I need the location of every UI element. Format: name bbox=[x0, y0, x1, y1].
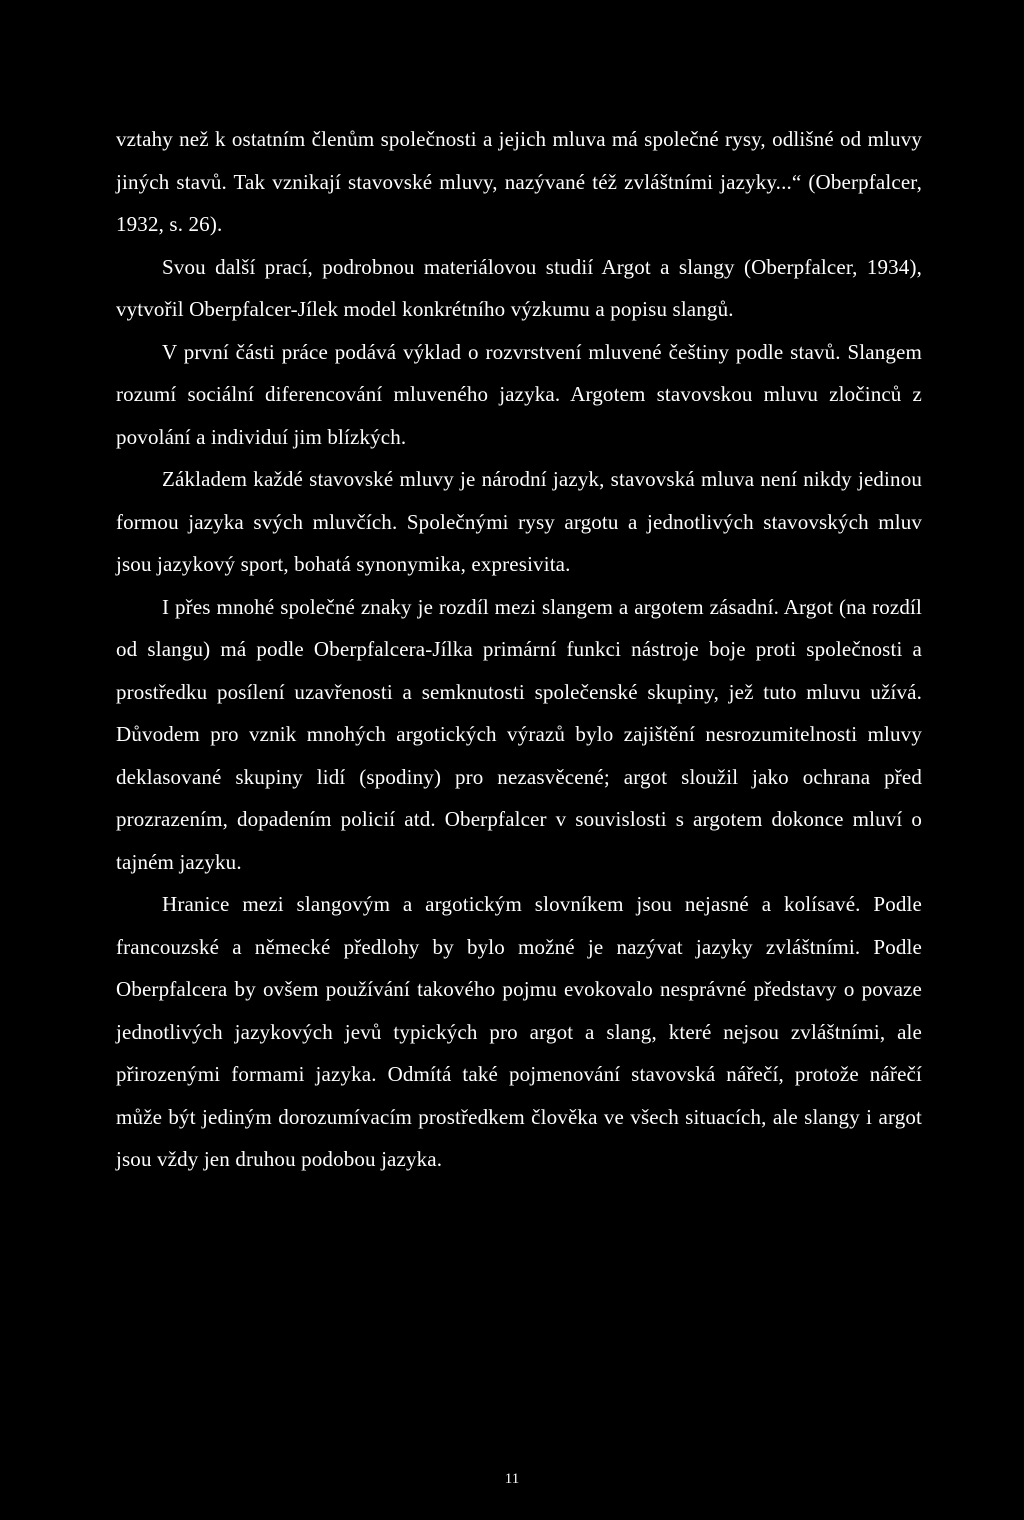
body-text bbox=[116, 118, 922, 1181]
paragraph-rozdil: I přes mnohé společné znaky je rozdíl mezi slangem a argotem zásadní. Argot (na rozdíl od slangu) má podle Oberpfalcera-Jílka primární funkci nástroje boje proti společnosti a prostředku posílení uzavřenosti a semknutosti společenské skupiny, jež tuto mluvu užívá. Důvodem pro vznik mnohých argotických výrazů bylo zajištění nesrozumitelnosti mluvy deklasované skupiny lidí (spodiny) pro nezasvěcené; argot sloužil jako ochrana před prozrazením, dopadením policií atd. Oberpfalcer v souvislosti s argotem dokonce mluví o tajném jazyku. bbox=[116, 594, 922, 874]
paragraph-prvni-cast: V první části práce podává výklad o rozvrstvení mluvené češtiny podle stavů. Slangem rozumí sociální diferencování mluveného jazyka. Argotem stavovskou mluvu zločinců z povolání a individuí jim blízkých. bbox=[116, 339, 922, 449]
page-number: 11 bbox=[504, 1471, 520, 1487]
paragraph-hranice: Hranice mezi slangovým a argotickým slovníkem jsou nejasné a kolísavé. Podle francouzské a německé předlohy by bylo možné je nazývat jazyky zvláštními. Podle Oberpfalcera by ovšem používání takového pojmu evokovalo nesprávné představy o povaze jednotlivých jazykových jevů typických pro argot a slang, které nejsou zvláštními, ale přirozenými formami jazyka. Odmítá také pojmenování stavovská nářečí, protože nářečí může být jediným dorozumívacím prostředkem člověka ve všech situacích, ale slangy i argot jsou vždy jen druhou podobou jazyka. bbox=[116, 892, 922, 1171]
paragraph-continuation: vztahy než k ostatním členům společnosti a jejich mluva má společné rysy, odlišné od mluvy jiných stavů. Tak vznikají stavovské mluvy, nazývané též zvláštními jazyky...“ (Oberpfalcer, 1932, s. 26). bbox=[116, 127, 922, 236]
paragraph-argot-a-slangy: Svou další prací, podrobnou materiálovou studií Argot a slangy (Oberpfalcer, 1934), vytvořil Oberpfalcer-Jílek model konkrétního výzkumu a popisu slangů. bbox=[116, 254, 922, 321]
paragraph-zakladem: Základem každé stavovské mluvy je národní jazyk, stavovská mluva není nikdy jedinou formou jazyka svých mluvčích. Společnými rysy argotu a jednotlivých stavovských mluv jsou jazykový sport, bohatá synonymika, expresivita. bbox=[116, 467, 922, 576]
